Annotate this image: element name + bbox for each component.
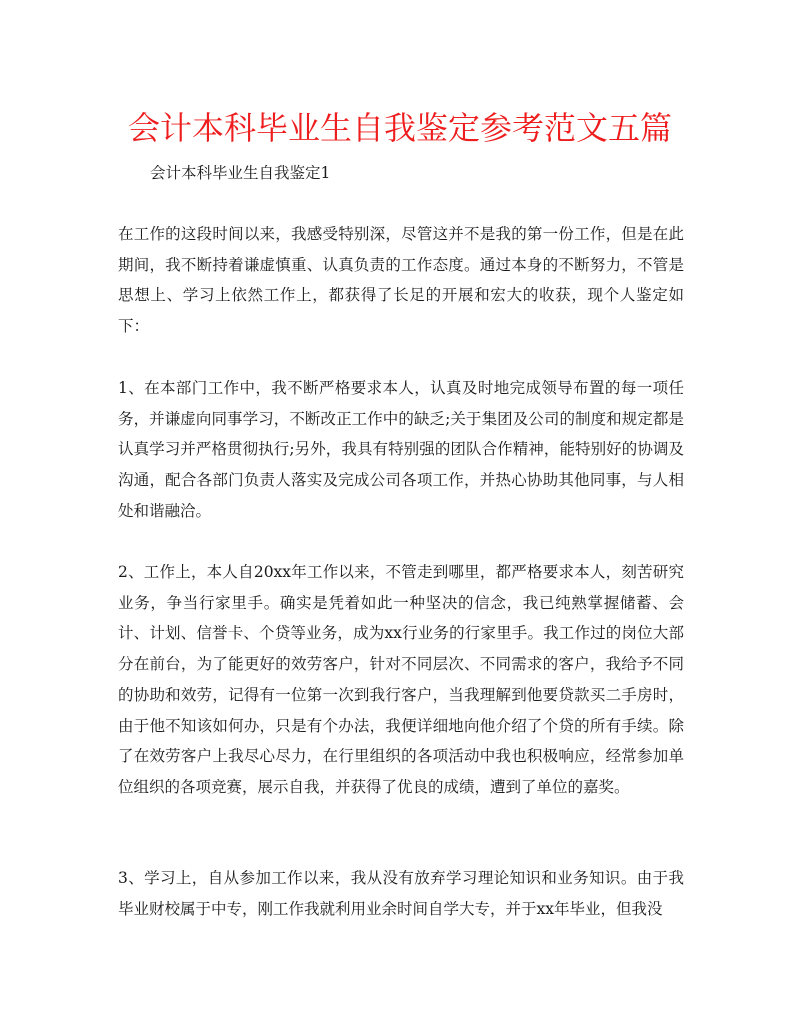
document-subtitle: 会计本科毕业生自我鉴定1 — [150, 164, 331, 182]
paragraph-intro: 在工作的这段时间以来，我感受特别深，尽管这并不是我的第一份工作，但是在此期间，我不断持着谦虚慎重、认真负责的工作态度。通过本身的不断努力，不管是思想上、学习上依然工作上，都获得了长足的开展和宏大的收获，现个人鉴定如下： — [118, 225, 684, 336]
document-title: 会计本科毕业生自我鉴定参考范文五篇 — [127, 109, 672, 147]
paragraph-1: 1、在本部门工作中，我不断严格要求本人，认真及时地完成领导布置的每一项任务，并谦虚向同事学习，不断改正工作中的缺乏;关于集团及公司的制度和规定都是认真学习并严格贯彻执行;另外，我具有特别强的团队合作精神，能特别好的协调及沟通，配合各部门负责人落实及完成公司各项工作，并热心协助其他同事，与人相处和谐融洽。 — [118, 379, 684, 520]
paragraph-3: 3、学习上，自从参加工作以来，我从没有放弃学习理论知识和业务知识。由于我毕业财校属于中专，刚工作我就利用业余时间自学大专，并于xx年毕业，但我没 — [118, 869, 684, 918]
paragraph-2: 2、工作上，本人自20xx年工作以来，不管走到哪里，都严格要求本人，刻苦研究业务，争当行家里手。确实是凭着如此一种坚决的信念，我已纯熟掌握储蓄、会计、计划、信誉卡、个贷等业务，成为xx行业务的行家里手。我工作过的岗位大部分在前台，为了能更好的效劳客户，针对不同层次、不同需求的客户，我给予不同的协助和效劳，记得有一位第一次到我行客户，当我理解到他要贷款买二手房时，由于他不知该如何办，只是有个办法，我便详细地向他介绍了个贷的所有手续。除了在效劳客户上我尽心尽力，在行里组织的各项活动中我也积极响应，经常参加单位组织的各项竞赛，展示自我，并获得了优良的成绩，遭到了单位的嘉奖。 — [118, 563, 684, 796]
